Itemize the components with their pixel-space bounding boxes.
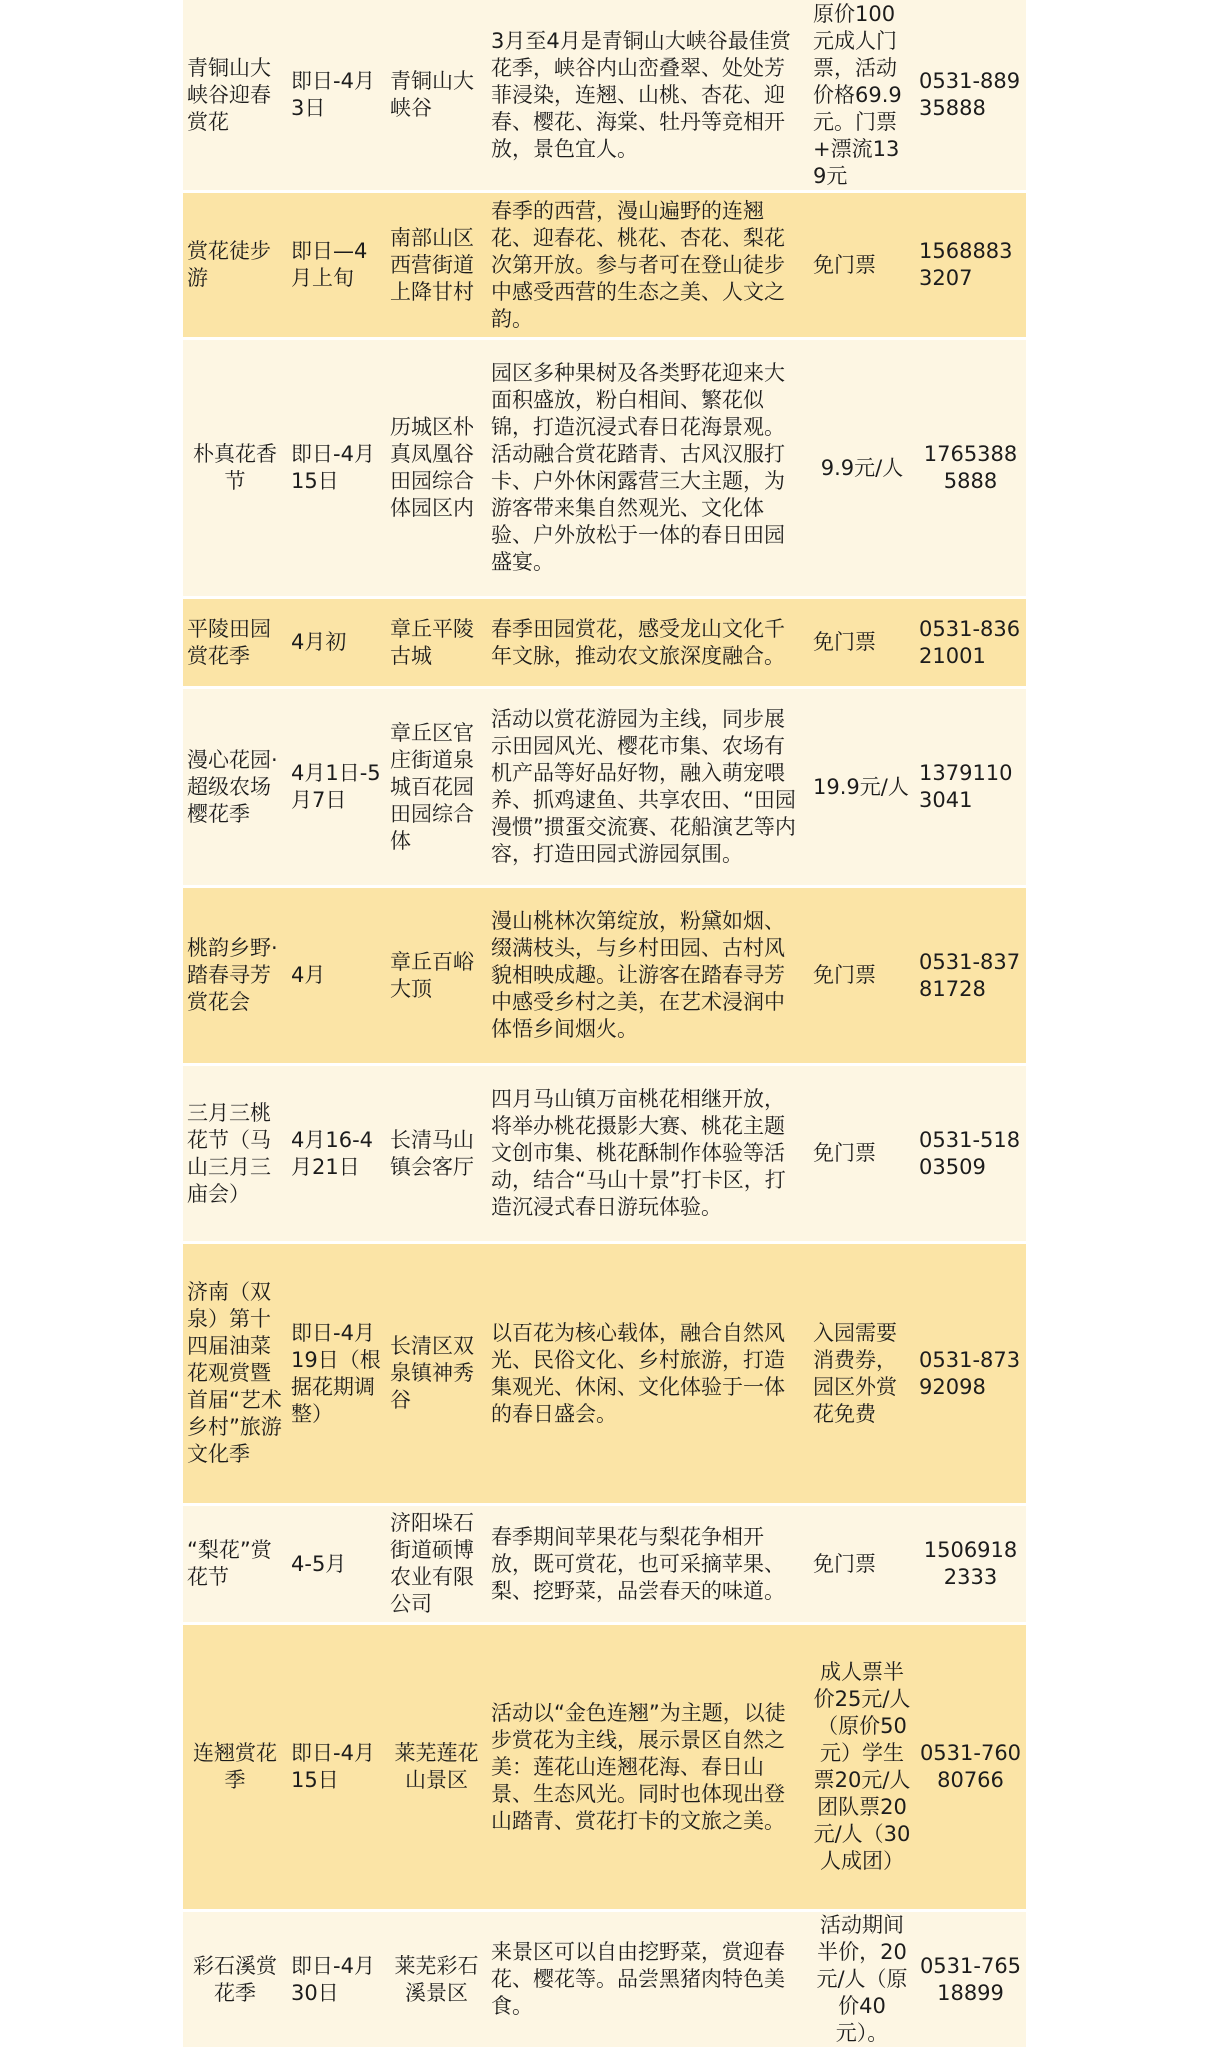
table-row [183, 1506, 1026, 1625]
event-description: 春季田园赏花，感受龙山文化千年文脉，推动农文旅深度融合。 [491, 616, 785, 668]
event-place: 青铜山大峡谷 [390, 69, 474, 120]
event-phone: 0531-83781728 [919, 949, 1021, 1001]
table-row [183, 1912, 1026, 2050]
table-row [183, 1244, 1026, 1506]
event-phone: 0531-83621001 [919, 616, 1021, 668]
event-name: 漫心花园·超级农场樱花季 [187, 747, 278, 826]
event-place: 长清区双泉镇神秀谷 [390, 1334, 474, 1412]
event-time: 4月 [291, 963, 326, 987]
event-phone: 0531-51803509 [919, 1127, 1021, 1179]
event-name: 赏花徒步游 [187, 239, 271, 290]
event-description: 来景区可以自由挖野菜，赏迎春花、樱花等。品尝黑猪肉特色美食。 [491, 1940, 785, 2018]
event-time: 即日-4月3日 [291, 69, 375, 120]
event-phone: 17653885888 [923, 442, 1018, 493]
flower-events-table [183, 0, 1026, 2050]
event-place: 章丘平陵古城 [390, 616, 474, 668]
table-row [183, 193, 1026, 340]
event-phone: 0531-76518899 [919, 1953, 1022, 2005]
event-time: 即日-4月30日 [291, 1953, 375, 2005]
event-place: 莱芜彩石溪景区 [394, 1953, 479, 2005]
event-description: 春季期间苹果花与梨花争相开放，既可赏花，也可采摘苹果、梨、挖野菜，品尝春天的味道。 [491, 1524, 785, 1603]
event-description: 园区多种果树及各类野花迎来大面积盛放，粉白相间、繁花似锦，打造沉浸式春日花海景观。活动融合赏花踏青、古风汉服打卡、户外休闲露营三大主题，为游客带来集自然观光、文化体验、户外放松于一体的春日田园盛宴。 [491, 361, 785, 574]
table-row [183, 888, 1026, 1066]
event-description: 3月至4月是青铜山大峡谷最佳赏花季，峡谷内山峦叠翠、处处芳菲浸染，连翘、山桃、杏花、迎春、樱花、海棠、牡丹等竞相开放，景色宜人。 [491, 28, 791, 161]
event-time: 即日-4月15日 [291, 442, 375, 493]
event-phone: 15069182333 [923, 1538, 1018, 1589]
event-time: 即日—4月上旬 [291, 239, 368, 290]
event-name: 青铜山大峡谷迎春赏花 [187, 55, 271, 134]
event-place: 莱芜莲花山景区 [394, 1741, 479, 1792]
event-name: 连翘赏花季 [193, 1741, 277, 1792]
event-time: 即日-4月15日 [291, 1741, 375, 1792]
event-price: 19.9元/人 [813, 774, 909, 799]
event-price: 免门票 [813, 252, 876, 277]
event-name: 三月三桃花节（马山三月三庙会） [187, 1100, 271, 1206]
event-time: 4月初 [291, 630, 347, 654]
event-time: 4-5月 [291, 1551, 347, 1576]
event-place: 济阳垛石街道硕博农业有限公司 [390, 1511, 474, 1616]
event-name: 济南（双泉）第十四届油菜花观赏暨首届“艺术乡村”旅游文化季 [187, 1280, 282, 1466]
event-name: “梨花”赏花节 [187, 1538, 272, 1589]
event-name: 朴真花香节 [193, 442, 277, 493]
event-phone: 0531-76080766 [919, 1741, 1022, 1792]
table-row [183, 1625, 1026, 1912]
event-time: 4月1日-5月7日 [291, 761, 381, 812]
event-place: 历城区朴真凤凰谷田园综合体园区内 [390, 415, 474, 520]
table-row [183, 1066, 1026, 1244]
event-phone: 13791103041 [919, 761, 1013, 812]
table-row [183, 599, 1026, 689]
event-place: 章丘区官庄街道泉城百花园田园综合体 [390, 720, 474, 853]
event-description: 以百花为核心载体，融合自然风光、民俗文化、乡村旅游，打造集观光、休闲、文化体验于一体的春日盛会。 [491, 1320, 785, 1426]
event-price: 成人票半价25元/人（原价50元）学生票20元/人团队票20元/人（30人成团） [813, 1660, 911, 1873]
event-time: 4月16-4月21日 [291, 1127, 374, 1179]
event-name: 桃韵乡野·踏春寻芳赏花会 [187, 936, 278, 1014]
event-phone: 15688833207 [919, 239, 1013, 290]
event-description: 四月马山镇万亩桃花相继开放，将举办桃花摄影大赛、桃花主题文创市集、桃花酥制作体验等活动，结合“马山十景”打卡区，打造沉浸式春日游玩体验。 [491, 1087, 786, 1219]
event-name: 平陵田园赏花季 [187, 616, 271, 668]
event-price: 9.9元/人 [820, 455, 904, 480]
event-price: 免门票 [813, 963, 876, 987]
event-phone: 0531-88935888 [919, 69, 1021, 120]
event-price: 免门票 [813, 630, 876, 654]
event-name: 彩石溪赏花季 [193, 1953, 277, 2005]
table-row [183, 340, 1026, 599]
event-price: 原价100元成人门票，活动价格69.9元。门票+漂流139元 [813, 1, 902, 188]
event-place: 长清马山镇会客厅 [390, 1127, 474, 1179]
event-description: 活动以赏花游园为主线，同步展示田园风光、樱花市集、农场有机产品等好品好物，融入萌宠喂养、抓鸡逮鱼、共享农田、“田园漫惯”掼蛋交流赛、花船演艺等内容，打造田园式游园氛围。 [491, 707, 796, 866]
event-description: 春季的西营，漫山遍野的连翘花、迎春花、桃花、杏花、梨花次第开放。参与者可在登山徒步中感受西营的生态之美、人文之韵。 [491, 198, 785, 331]
table-row [183, 689, 1026, 888]
event-place: 章丘百峪大顶 [390, 949, 474, 1001]
table-row [183, 0, 1026, 193]
event-phone: 0531-87392098 [919, 1347, 1021, 1399]
event-price: 免门票 [813, 1141, 876, 1165]
event-time: 即日-4月19日（根据花期调整） [291, 1320, 381, 1426]
event-description: 活动以“金色连翘”为主题，以徒步赏花为主线，展示景区自然之美：莲花山连翘花海、春日山景、生态风光。同时也体现出登山踏青、赏花打卡的文旅之美。 [491, 1700, 786, 1833]
event-description: 漫山桃林次第绽放，粉黛如烟、缀满枝头，与乡村田园、古村风貌相映成趣。让游客在踏春寻芳中感受乡村之美，在艺术浸润中体悟乡间烟火。 [491, 909, 785, 1041]
event-place: 南部山区西营街道上降甘村 [390, 225, 474, 304]
event-price: 免门票 [813, 1551, 876, 1576]
event-price: 入园需要消费券，园区外赏花免费 [813, 1320, 897, 1426]
event-price: 活动期间半价，20元/人（原价40元）。 [816, 1913, 908, 2045]
